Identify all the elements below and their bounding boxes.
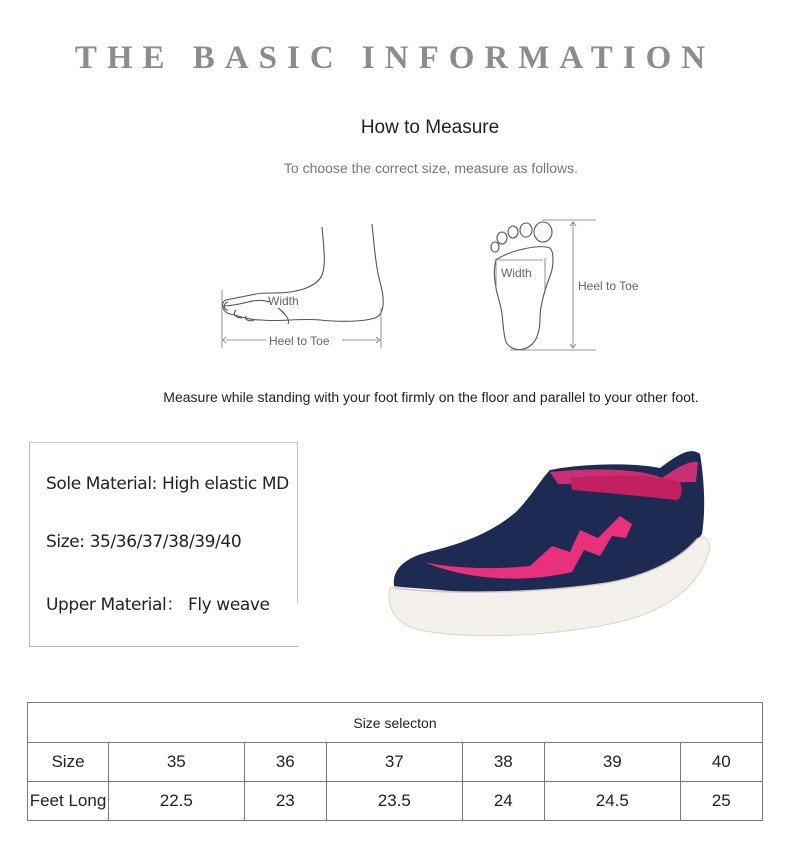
sole-foot-icon (491, 222, 553, 349)
side-length-label: Heel to Toe (269, 334, 330, 348)
frame-right-line (297, 442, 298, 604)
table-row (28, 743, 763, 782)
table-cell: 24.5 (544, 782, 680, 821)
section-heading: How to Measure (360, 117, 500, 138)
measure-note: Measure while standing with your foot firmly on the floor and parallel to your other foot. (163, 389, 699, 405)
sole-material: Sole Material: High elastic MD (46, 474, 289, 494)
table-cell: 37 (326, 743, 462, 782)
table-cell: 40 (680, 743, 762, 782)
sole-length-label: Heel to Toe (578, 279, 639, 293)
page-title: THE BASIC INFORMATION (74, 40, 716, 76)
table-row (28, 782, 763, 821)
measure-hint: To choose the correct size, measure as follows. (283, 160, 579, 176)
sole-width-label: Width (501, 266, 532, 280)
side-width-label: Width (268, 294, 299, 308)
size-range: Size: 35/36/37/38/39/40 (46, 532, 242, 552)
table-cell: 22.5 (109, 782, 245, 821)
upper-material: Upper Material： Fly weave (46, 595, 270, 615)
measure-diagram (200, 210, 680, 360)
table-cell: 24 (462, 782, 544, 821)
row-label: Size (28, 743, 109, 782)
table-cell: 23.5 (326, 782, 462, 821)
shoe-image (380, 438, 720, 648)
size-table-caption-row (28, 703, 763, 743)
side-foot-icon (222, 224, 383, 324)
table-cell: 35 (109, 743, 245, 782)
table-cell: 36 (244, 743, 326, 782)
row-label: Feet Long (28, 782, 109, 821)
table-cell: 25 (680, 782, 762, 821)
table-cell: 39 (544, 743, 680, 782)
table-cell: 38 (462, 743, 544, 782)
frame-top-line (30, 442, 298, 443)
size-table (27, 702, 763, 821)
table-cell: 23 (244, 782, 326, 821)
size-table-caption: Size selecton (28, 703, 763, 743)
product-info-box (29, 442, 298, 647)
